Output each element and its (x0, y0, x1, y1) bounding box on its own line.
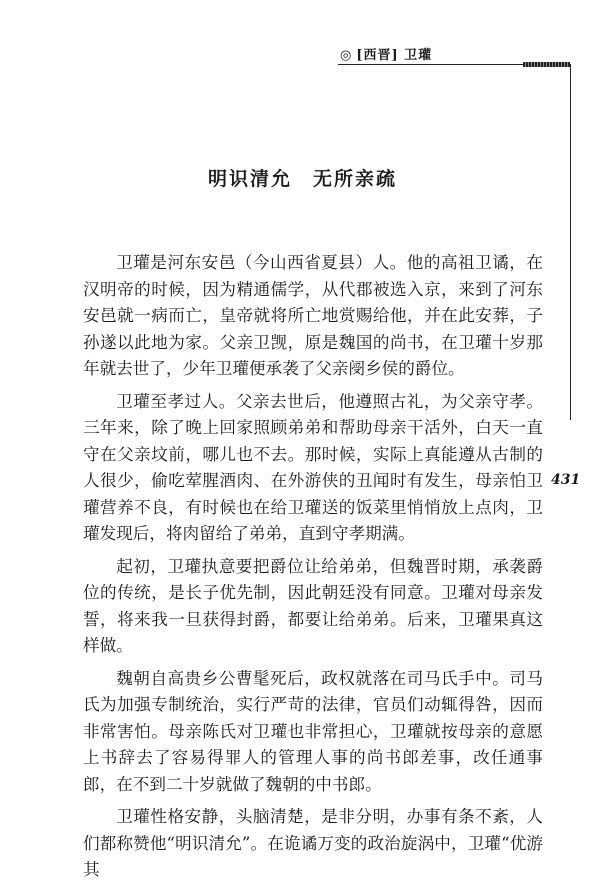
side-rule (570, 64, 571, 420)
article-body (83, 250, 543, 890)
article-title: 明识清允 无所亲疏 (208, 168, 398, 190)
paragraph: 卫瓘是河东安邑（今山西省夏县）人。他的高祖卫谲，在汉明帝的时候，因为精通儒学，从代郡被选入京，来到了河东安邑就一病而亡，皇帝就将所亡地赏赐给他，并在此安葬，子孙遂以此地为家。父亲卫觊，原是魏国的尚书，在卫瓘十岁那年就去世了，少年卫瓘便承袭了父亲阌乡侯的爵位。 (83, 253, 543, 378)
header-rule-decoration (523, 62, 570, 67)
paragraph: 卫瓘性格安静，头脑清楚，是非分明，办事有条不紊，人们都称赞他“明识清允”。在诡谲万变的政治旋涡中，卫瓘“优游其 (83, 807, 543, 879)
circle-mark-icon: ◎ (340, 48, 353, 63)
paragraph: 卫瓘至孝过人。父亲去世后，他遵照古礼，为父亲守孝。三年来，除了晚上回家照顾弟弟和帮助母亲干活外，白天一直守在父亲坟前，哪儿也不去。那时候，实际上真能遵从古制的人很少，偷吃荤腥酒肉、在外游侠的丑闻时有发生，母亲怕卫瓘营养不良，有时候也在给卫瓘送的饭菜里悄悄放上点肉，卫瓘发现后，将肉留给了弟弟，直到守孝期满。 (83, 391, 543, 543)
running-header (340, 44, 432, 63)
paragraph: 魏朝自高贵乡公曹髦死后，政权就落在司马氏手中。司马氏为加强专制统治，实行严苛的法律，官员们动辄得咎，因而非常害怕。母亲陈氏对卫瓘也非常担心，卫瓘就按母亲的意愿上书辞去了容易得罪人的管理人事的尚书郎差事，改任通事郎，在不到二十岁就做了魏朝的中书郎。 (83, 668, 543, 794)
page-number: 431 (551, 472, 581, 488)
paragraph: 起初，卫瓘执意要把爵位让给弟弟，但魏晋时期，承袭爵位的传统，是长子优先制，因此朝廷没有同意。卫瓘对母亲发誓，将来我一旦获得封爵，都要让给弟弟。后来，卫瓘果真这样做。 (83, 556, 543, 655)
running-header-title: [西晋] 卫瓘 (356, 48, 433, 63)
